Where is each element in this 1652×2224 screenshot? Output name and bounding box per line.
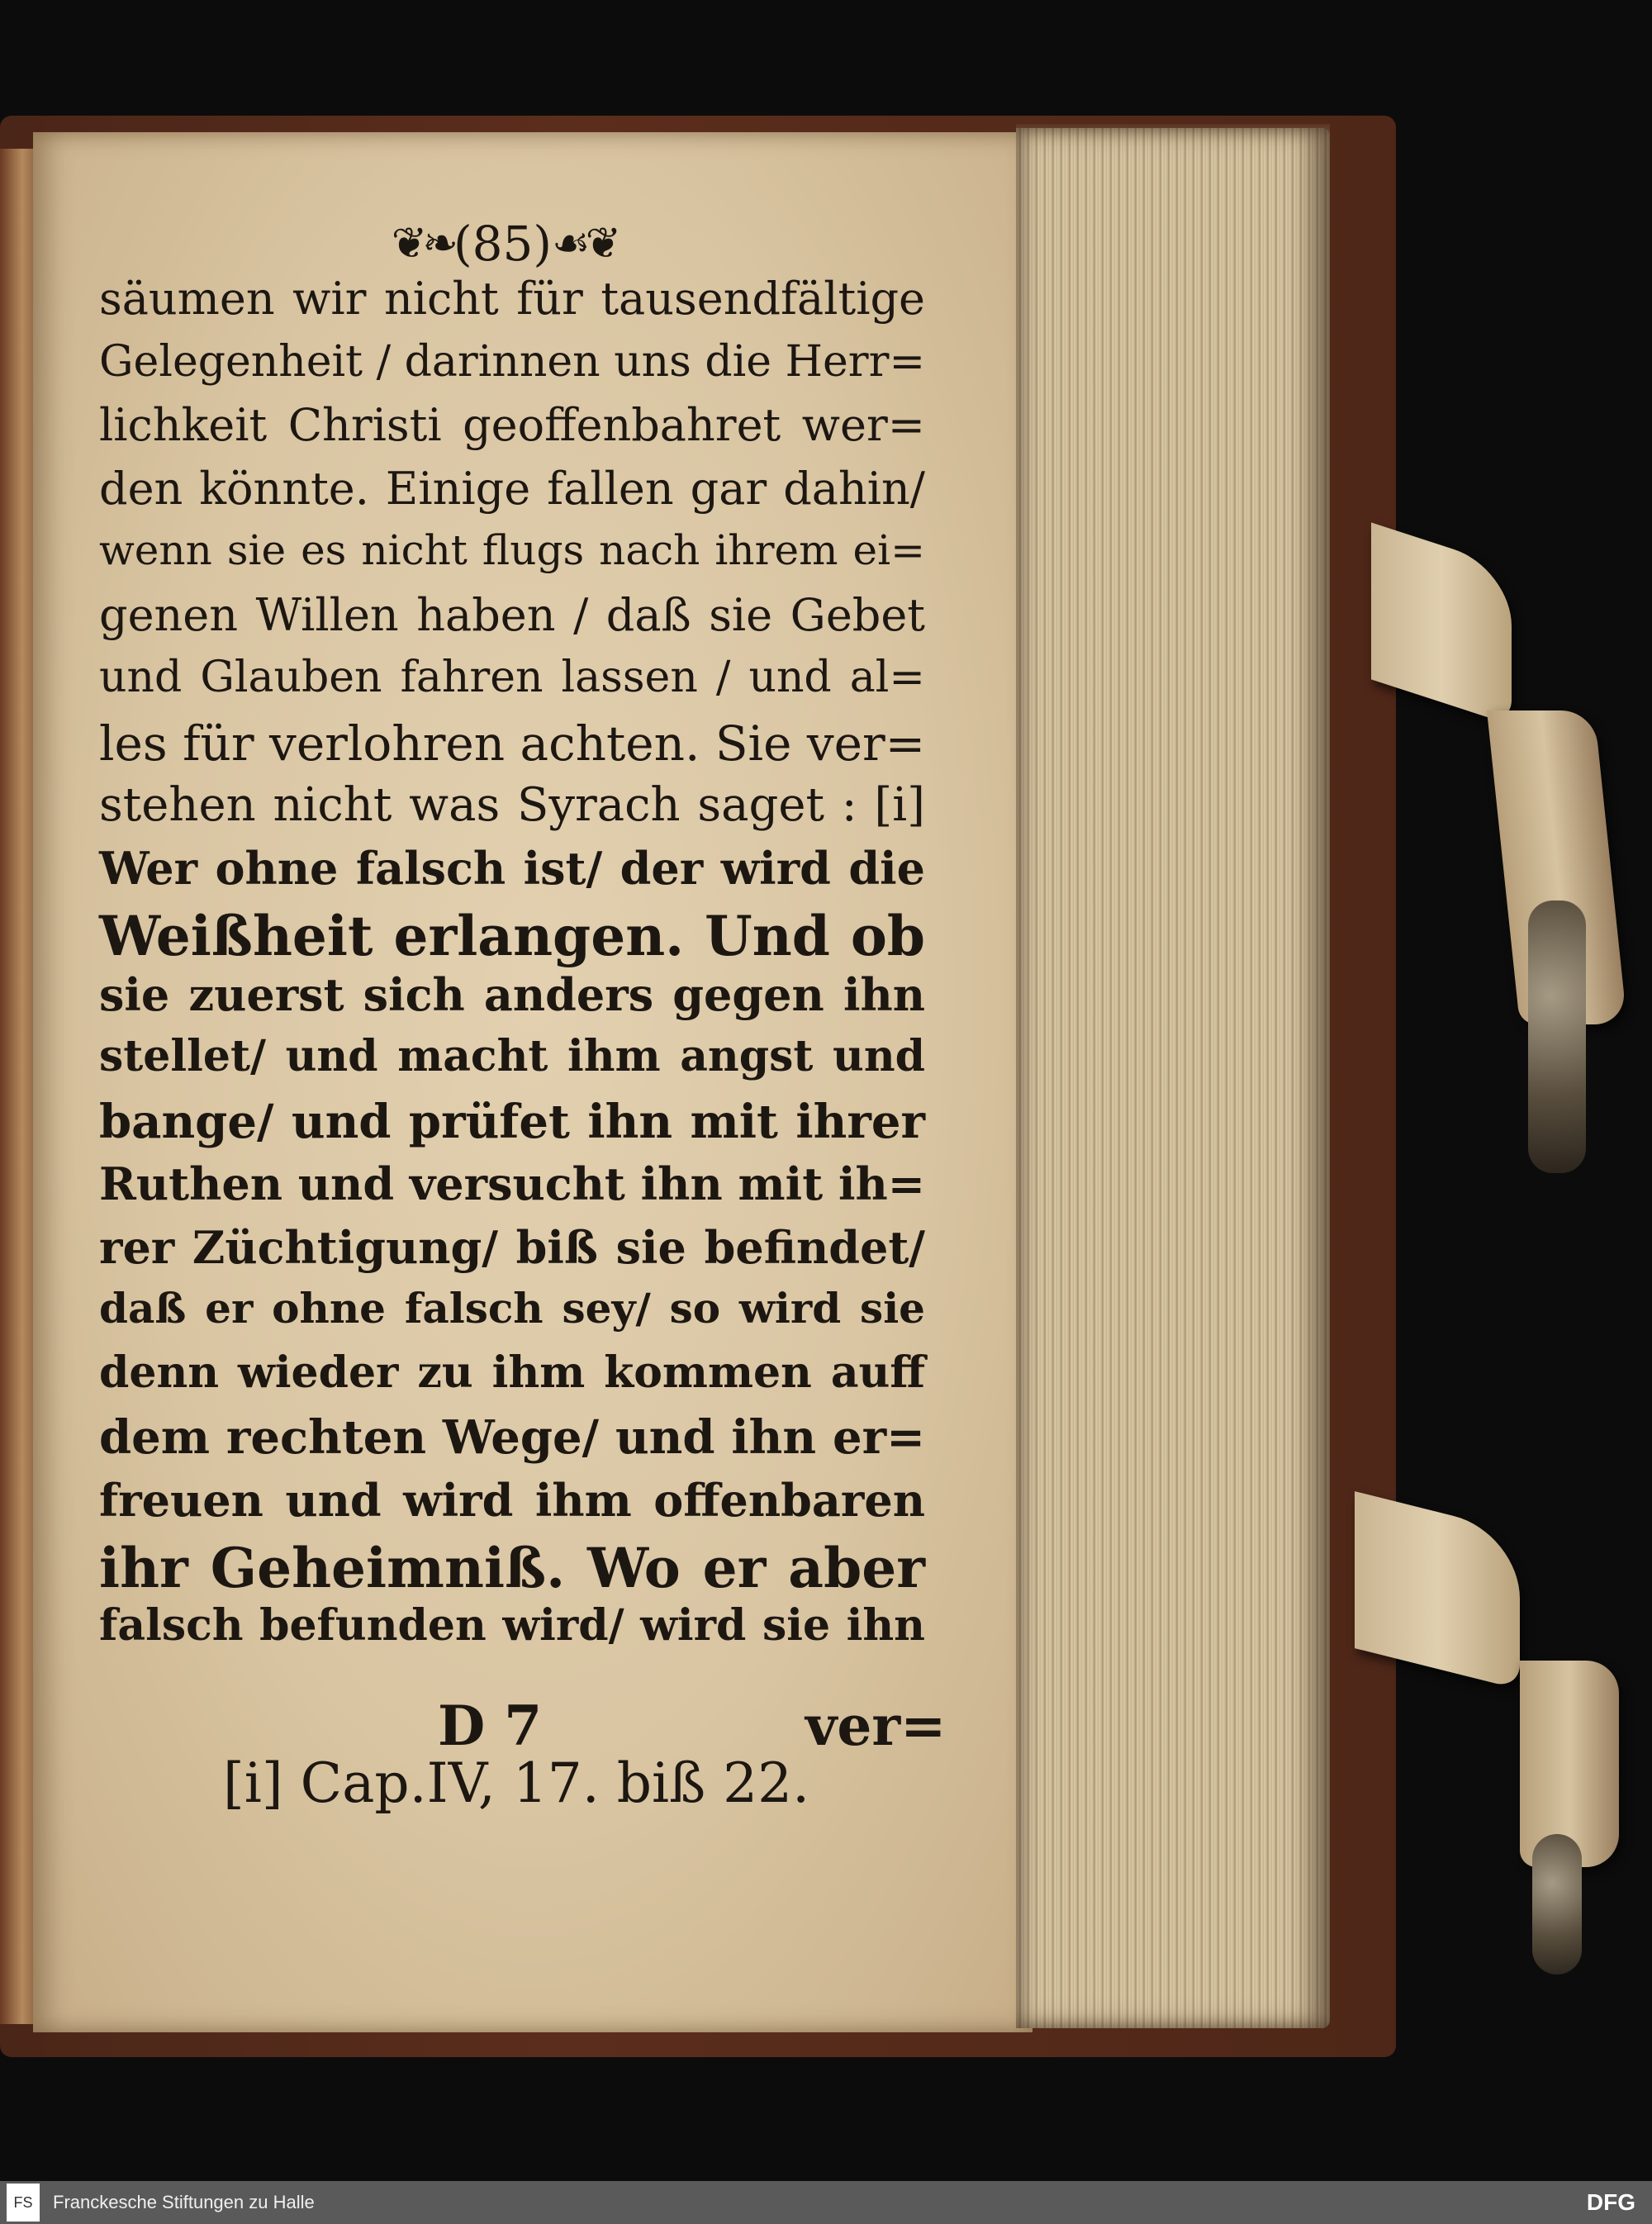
text-line: säumen wir nicht für tausendfältige	[99, 273, 925, 325]
text-line: und Glauben fahren lassen / und al=	[99, 653, 925, 702]
ornament-right-icon: ☙❦	[552, 219, 617, 268]
metal-clasp-lower	[1532, 1834, 1582, 1975]
text-line: Gelegenheit / darinnen uns die Herr=	[99, 336, 926, 387]
text-line: genen Willen haben / daß sie Gebet	[99, 588, 925, 641]
text-line: Weißheit erlangen. Und ob	[99, 904, 925, 968]
page-number: (85)	[453, 216, 552, 272]
text-line: dem rechten Wege/ und ihn er=	[99, 1410, 925, 1465]
text-line: stellet/ und macht ihm angst und	[99, 1031, 925, 1081]
ornament-left-icon: ❦❧	[391, 219, 453, 268]
text-line: den könnte. Einige fallen gar dahin/	[99, 462, 925, 515]
catchword: ver=	[805, 1694, 947, 1758]
institution-logo-icon: FS	[7, 2184, 40, 2222]
viewer-footer	[0, 2181, 1652, 2224]
page-header	[355, 211, 653, 277]
text-line: rer Züchtigung/ biß sie befindet/	[99, 1220, 925, 1274]
signature-mark: D 7	[438, 1694, 543, 1758]
text-line: wenn sie es nicht flugs nach ihrem ei=	[99, 526, 925, 574]
text-line: Wer ohne falsch ist/ der wird die	[99, 841, 925, 895]
text-line: denn wieder zu ihm kommen auff	[99, 1347, 925, 1398]
footnote: [i] Cap.IV, 17. biß 22.	[223, 1751, 810, 1815]
funder-logo: DFG	[1586, 2189, 1635, 2215]
text-line: les für verlohren achten. Sie ver=	[99, 715, 926, 772]
text-line: freuen und wird ihm offenbaren	[99, 1473, 925, 1527]
clasp-strap-lower-end	[1520, 1661, 1619, 1867]
book-spine	[0, 149, 37, 2024]
text-line: stehen nicht was Syrach saget : [i]	[99, 778, 925, 832]
text-line: Ruthen und versucht ihn mit ih=	[99, 1157, 925, 1210]
text-line: daß er ohne falsch sey/ so wird sie	[99, 1284, 925, 1333]
text-line: bange/ und prüfet ihn mit ihrer	[99, 1094, 925, 1149]
page-edges	[1016, 128, 1330, 2028]
institution-name[interactable]: Franckesche Stiftungen zu Halle	[53, 2192, 315, 2212]
text-line: falsch befunden wird/ wird sie ihn	[99, 1599, 925, 1651]
text-line: sie zuerst sich anders gegen ihn	[99, 967, 925, 1021]
text-line: lichkeit Christi geoffenbahret wer=	[99, 399, 925, 451]
text-line: ihr Geheimniß. Wo er aber	[99, 1536, 925, 1600]
metal-clasp-upper	[1528, 901, 1586, 1173]
